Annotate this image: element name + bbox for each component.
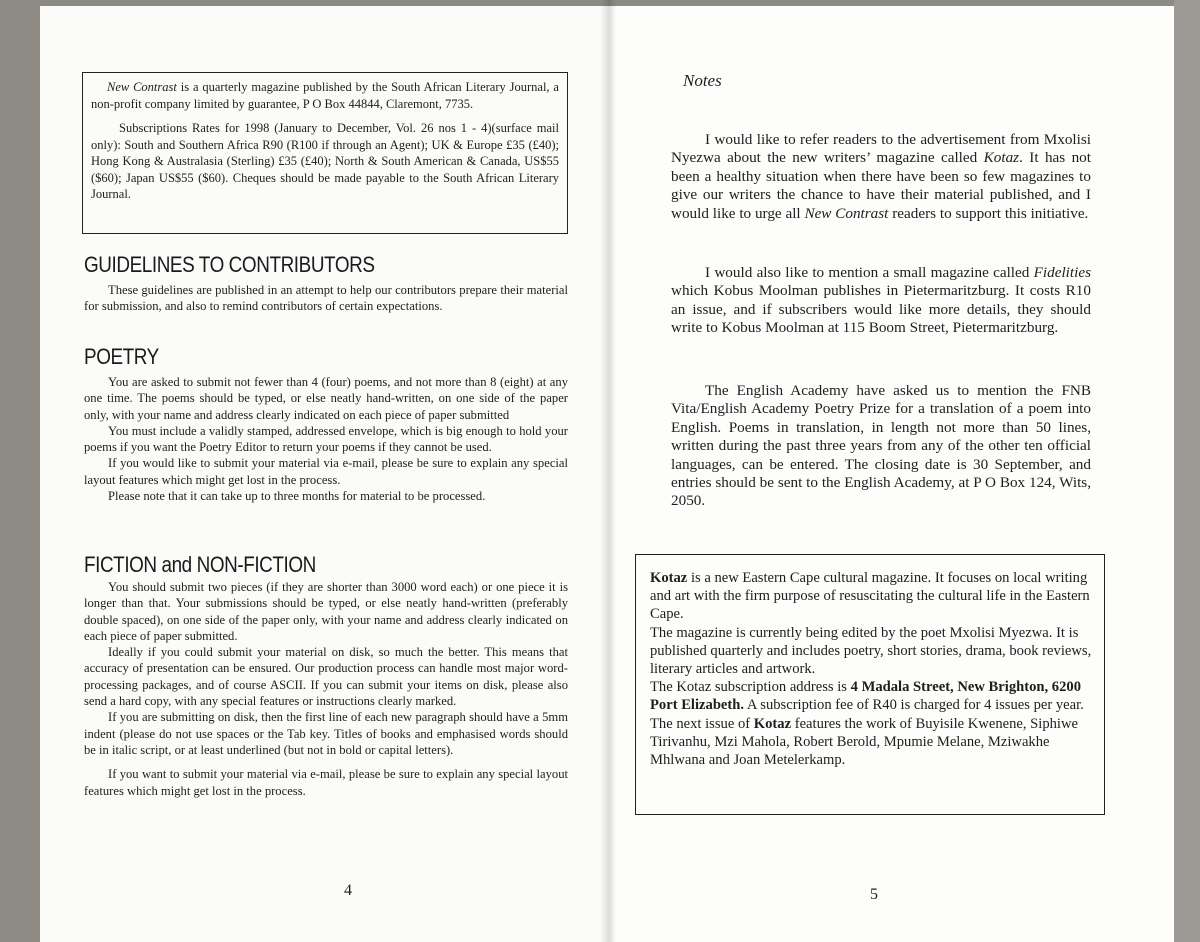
poetry-paragraph: Please note that it can take up to three months for material to be processed. <box>108 489 486 504</box>
left-page <box>40 6 608 942</box>
notes-paragraph-fnb-prize: The English Academy have asked us to mention the FNB Vita/English Academy Poetry Prize for a translation of a poem into English. Poems in translation, in length not more than 50 lines, written during the past three years from any of the other ten official languages, can be entered. The closing date is 30 September, and entries should be sent to the English Academy, at P O Box 124, Wits, 2050. <box>671 382 1091 510</box>
book-gutter-shadow <box>600 0 616 942</box>
poetry-paragraph: If you would like to submit your material via e-mail, please be sure to explain any special layout features which might get lost in the process. <box>84 456 568 487</box>
page-number-right: 5 <box>870 886 878 903</box>
subscription-rates: Subscriptions Rates for 1998 (January to December, Vol. 26 nos 1 - 4)(surface mail only): South and Southern Africa R90 (R100 if through an Agent); UK & Europe £35 (£40); Hong Kong & Australasia (Sterling) £35 (£40); North & South American & Canada, US$55 ($60); Japan US$55 ($60). Cheques should be made payable to the South African Literary Journal. <box>91 121 559 201</box>
scan-background-edge <box>1174 0 1200 942</box>
poetry-paragraph: You must include a validly stamped, addressed envelope, which is big enough to hold your poems if you want the Poetry Editor to return your poems if they cannot be used. <box>84 423 568 455</box>
poetry-body <box>84 374 568 504</box>
notes-paragraph-kotaz: I would like to refer readers to the advertisement from Mxolisi Nyezwa about the new writers’ magazine called Kotaz. It has not been a healthy situation when there have been so few magazines to give our writers the chance to have their material published, and I would like to urge all New Contrast readers to support this initiative. <box>671 131 1091 222</box>
guidelines-body: These guidelines are published in an attempt to help our contributors prepare their material for submission, and also to remind contributors of certain expectations. <box>84 283 568 314</box>
kotaz-intro: Kotaz is a new Eastern Cape cultural magazine. It focuses on local writing and art with the firm purpose of resuscitating the cultural life in the Eastern Cape. <box>650 570 1090 623</box>
notes-title: Notes <box>683 71 722 90</box>
guidelines-heading: GUIDELINES TO CONTRIBUTORS <box>84 252 375 277</box>
page-number-left: 4 <box>344 882 352 899</box>
fiction-paragraph: If you are submitting on disk, then the first line of each new paragraph should have a 5mm indent (please do not use spaces or the Tab key. Titles of books and emphasised words should be in italic script, or at least underlined (but not in bold or capital letters). <box>84 710 568 757</box>
fiction-paragraph: Ideally if you could submit your material on disk, so much the better. This means that accuracy of presentation can be ensured. Our production process can handle most major word-processing packages, and of course ASCII. If you can submit your items on disk, please also send a hard copy, with any special features or instructions clearly marked. <box>84 645 568 709</box>
kotaz-subscription: The Kotaz subscription address is 4 Madala Street, New Brighton, 6200 Port Elizabeth. A subscription fee of R40 is charged for 4 issues per year. <box>650 679 1084 714</box>
fiction-paragraph: If you want to submit your material via e-mail, please be sure to explain any special layout features which might get lost in the process. <box>84 767 568 798</box>
notes-paragraph-fidelities: I would also like to mention a small magazine called Fidelities which Kobus Moolman publishes in Pietermaritzburg. It costs R10 an issue, and if subscribers would like more details, they should write to Kobus Moolman at 115 Boom Street, Pietermaritzburg. <box>671 264 1091 337</box>
fiction-heading: FICTION and NON-FICTION <box>84 552 316 577</box>
publication-info-paragraph: New Contrast is a quarterly magazine published by the South African Literary Journal, a non-profit company limited by guarantee, P O Box 44844, Claremont, 7735. <box>91 80 559 111</box>
fiction-body <box>84 579 568 799</box>
kotaz-editor: The magazine is currently being edited by the poet Mxolisi Myezwa. It is published quarterly and includes poetry, short stories, drama, book reviews, literary articles and artwork. <box>650 624 1092 678</box>
kotaz-advertisement-box <box>635 554 1105 815</box>
fiction-paragraph: You should submit two pieces (if they are shorter than 3000 word each) or one piece it is longer than that. Your submissions should be typed, or else neatly hand-written (preferably double spaced), on one side of the paper only, with your name and address clearly indicated on each piece of paper submitted. <box>84 580 568 643</box>
poetry-paragraph: You are asked to submit not fewer than 4 (four) poems, and not more than 8 (eight) at any one time. The poems should be typed, or else neatly hand-written, on one side of the paper only, with your name and address clearly indicated on each piece of paper submitted <box>84 375 568 422</box>
poetry-heading: POETRY <box>84 344 159 369</box>
magazine-title: New Contrast <box>107 80 177 94</box>
kotaz-next-issue: The next issue of Kotaz features the work of Buyisile Kwenene, Siphiwe Tirivanhu, Mzi Mahola, Robert Berold, Mpumie Melane, Mziwakhe Mhlwana and Joan Metelerkamp. <box>650 715 1078 769</box>
publication-info-box <box>82 72 568 234</box>
right-page <box>608 6 1174 942</box>
